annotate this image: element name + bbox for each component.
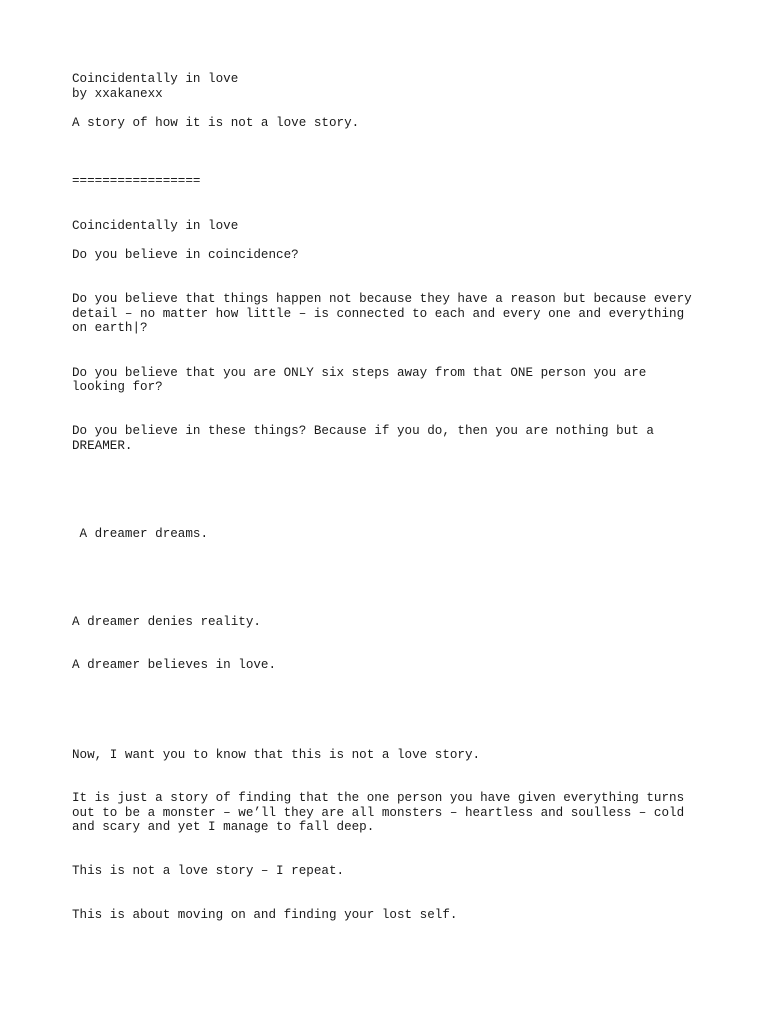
section-heading: Coincidentally in love bbox=[72, 219, 239, 233]
separator-line: ================= bbox=[72, 174, 201, 188]
paragraph-coincidence: Do you believe in coincidence? bbox=[72, 248, 299, 262]
document-tagline: A story of how it is not a love story. bbox=[72, 116, 360, 130]
paragraph-not-love-story: Now, I want you to know that this is not a love story. bbox=[72, 748, 481, 762]
document-author: by xxakanexx bbox=[72, 87, 163, 101]
paragraph-line: on earth|? bbox=[72, 321, 148, 335]
paragraph-line: out to be a monster – we’ll they are all monsters – heartless and soulless – cold bbox=[72, 806, 685, 820]
paragraph-line: It is just a story of finding that the one person you have given everything turns bbox=[72, 791, 685, 805]
paragraph-line: Do you believe that things happen not because they have a reason but because every bbox=[72, 292, 692, 306]
paragraph-line: DREAMER. bbox=[72, 439, 133, 453]
paragraph-line: and scary and yet I manage to fall deep. bbox=[72, 820, 375, 834]
paragraph-denies-reality: A dreamer denies reality. bbox=[72, 615, 261, 629]
paragraph-moving-on: This is about moving on and finding your lost self. bbox=[72, 908, 458, 922]
paragraph-line: detail – no matter how little – is connected to each and every one and everything bbox=[72, 307, 685, 321]
paragraph-line: Do you believe that you are ONLY six steps away from that ONE person you are bbox=[72, 366, 647, 380]
paragraph-line: Do you believe in these things? Because if you do, then you are nothing but a bbox=[72, 424, 654, 438]
paragraph-line: looking for? bbox=[72, 380, 163, 394]
paragraph-dreamer-dreams: A dreamer dreams. bbox=[72, 527, 209, 541]
document-title: Coincidentally in love bbox=[72, 72, 239, 86]
paragraph-repeat: This is not a love story – I repeat. bbox=[72, 864, 345, 878]
paragraph-believes-love: A dreamer believes in love. bbox=[72, 658, 277, 672]
